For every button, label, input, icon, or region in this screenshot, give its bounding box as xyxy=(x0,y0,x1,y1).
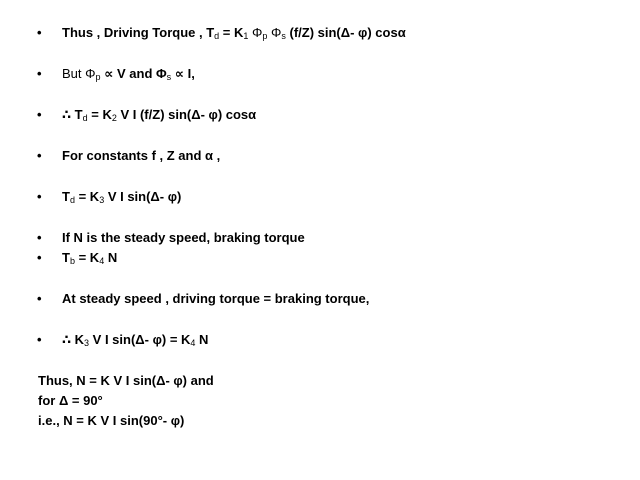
bullet-icon: • xyxy=(37,189,42,204)
item-text: ∴ $T_d = K_2$ V I (f/Z) sin(Δ- φ) cosα xyxy=(62,107,257,123)
bullet-icon: • xyxy=(37,66,42,81)
bullet-icon: • xyxy=(37,332,42,347)
item-text: But $\Phi_p \propto V$ and $\Phi_s \propto I$, xyxy=(62,66,195,82)
item-text: At steady speed , driving torque = braking torque, xyxy=(62,291,370,306)
bullet-icon: • xyxy=(37,148,42,163)
bullet-icon: • xyxy=(37,230,42,245)
bullet-icon: • xyxy=(37,25,42,40)
item-text: $T_b = K_4$ N xyxy=(62,250,118,266)
item-text: Thus , Driving Torque , $T_d = K_1$ $\Phi_p$ $\Phi_s$ (f/Z) sin(Δ- φ) cosα xyxy=(62,25,406,41)
bullet-icon: • xyxy=(37,107,42,122)
slide: • Thus , Driving Torque , $T_d = K_1$ $\Phi_p$ $\Phi_s$ (f/Z) sin(Δ- φ) cosα • But $\Phi_p \propto V$ and $\Phi_s \propto I$, • ∴ $T_d = K_2$ V I (f/Z) sin(Δ- φ) cosα • For constants f , Z and α , • $T_d = K_3$ V I sin(Δ- φ) • If N is the steady speed, braking torque • $T_b = K_4$ N • At steady speed , driving torque = braking torque, • ∴ $K_3$ V I sin(Δ- $\varphi) = K_4$ N Thus, N = K V I sin(Δ- φ) and for Δ = 90° i.e., N = K V I sin(90°- φ) xyxy=(37,25,406,428)
item-text: For constants f , Z and α , xyxy=(62,148,221,163)
item-text: ∴ $K_3$ V I sin(Δ- $\varphi) = K_4$ N xyxy=(62,332,209,348)
item-text: If N is the steady speed, braking torque xyxy=(62,230,305,245)
item-text: $T_d = K_3$ V I sin(Δ- φ) xyxy=(62,189,182,205)
bullet-icon: • xyxy=(37,291,42,306)
bullet-icon: • xyxy=(37,250,42,265)
